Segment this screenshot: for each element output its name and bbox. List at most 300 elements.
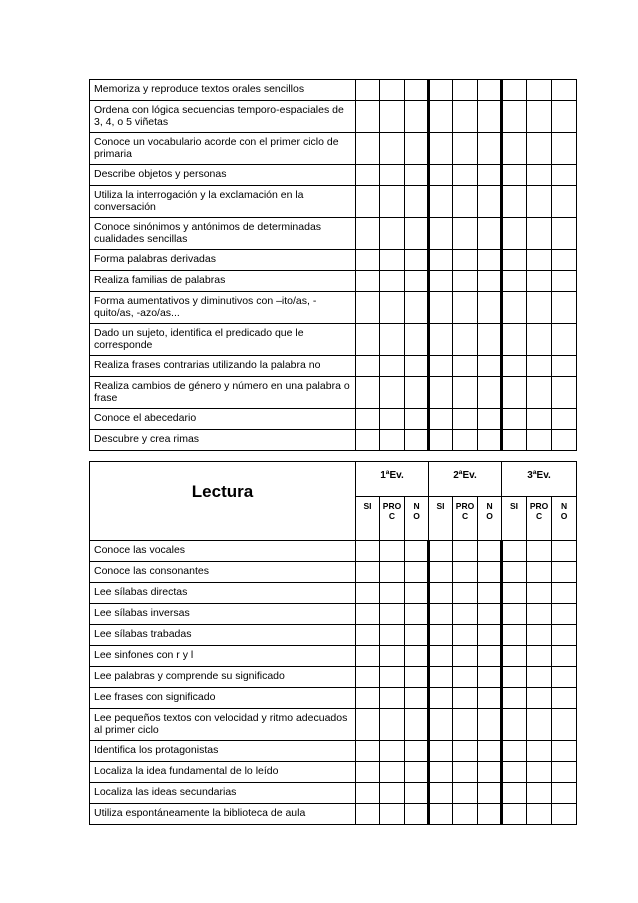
- criterion-label: Memoriza y reproduce textos orales sencillos: [90, 80, 356, 101]
- criterion-label: Lee frases con significado: [90, 688, 356, 709]
- row-8-check-cell[interactable]: [478, 709, 502, 741]
- row-1-check-cell[interactable]: [478, 101, 502, 133]
- row-12-check-cell[interactable]: [356, 409, 380, 430]
- row-5-check-cell[interactable]: [453, 218, 478, 250]
- row-13-check-cell[interactable]: [502, 430, 527, 451]
- row-1-check-cell[interactable]: [429, 101, 453, 133]
- row-1-check-cell[interactable]: [380, 562, 405, 583]
- row-6-check-cell[interactable]: [429, 250, 453, 271]
- row-0-check-cell[interactable]: [453, 541, 478, 562]
- row-1-check-cell[interactable]: [429, 562, 453, 583]
- row-13-check-cell[interactable]: [453, 430, 478, 451]
- row-9-check-cell[interactable]: [527, 324, 552, 356]
- row-7-check-cell[interactable]: [405, 688, 429, 709]
- row-2-check-cell[interactable]: [356, 133, 380, 165]
- row-2-check-cell[interactable]: [552, 583, 577, 604]
- row-4-check-cell[interactable]: [405, 625, 429, 646]
- criterion-label: Lee sílabas trabadas: [90, 625, 356, 646]
- row-1-check-cell[interactable]: [453, 562, 478, 583]
- row-11-check-cell[interactable]: [527, 783, 552, 804]
- row-13-check-cell[interactable]: [356, 430, 380, 451]
- subcolumn-header: SI: [429, 497, 453, 541]
- row-5-check-cell[interactable]: [552, 646, 577, 667]
- row-8-check-cell[interactable]: [478, 292, 502, 324]
- row-3-check-cell[interactable]: [453, 165, 478, 186]
- row-10-check-cell[interactable]: [429, 762, 453, 783]
- row-6-check-cell[interactable]: [453, 667, 478, 688]
- row-2-check-cell[interactable]: [478, 583, 502, 604]
- row-3-check-cell[interactable]: [502, 165, 527, 186]
- row-8-check-cell[interactable]: [502, 709, 527, 741]
- row-9-check-cell[interactable]: [527, 741, 552, 762]
- row-8-check-cell[interactable]: [453, 709, 478, 741]
- row-13-check-cell[interactable]: [405, 430, 429, 451]
- row-9-check-cell[interactable]: [429, 324, 453, 356]
- row-4-check-cell[interactable]: [552, 625, 577, 646]
- row-6-check-cell[interactable]: [453, 250, 478, 271]
- row-12-check-cell[interactable]: [405, 409, 429, 430]
- row-8-check-cell[interactable]: [380, 292, 405, 324]
- row-4-check-cell[interactable]: [405, 186, 429, 218]
- row-5-check-cell[interactable]: [552, 218, 577, 250]
- row-0-check-cell[interactable]: [527, 541, 552, 562]
- criterion-label: Descubre y crea rimas: [90, 430, 356, 451]
- row-6-check-cell[interactable]: [552, 667, 577, 688]
- row-6-check-cell[interactable]: [502, 250, 527, 271]
- row-11-check-cell[interactable]: [552, 783, 577, 804]
- row-10-check-cell[interactable]: [478, 356, 502, 377]
- row-8-check-cell[interactable]: [453, 292, 478, 324]
- table-row: [90, 80, 577, 101]
- row-4-check-cell[interactable]: [502, 186, 527, 218]
- row-2-check-cell[interactable]: [502, 133, 527, 165]
- row-0-check-cell[interactable]: [527, 80, 552, 101]
- row-4-check-cell[interactable]: [356, 186, 380, 218]
- row-12-check-cell[interactable]: [478, 804, 502, 825]
- row-4-check-cell[interactable]: [478, 186, 502, 218]
- row-11-check-cell[interactable]: [380, 377, 405, 409]
- row-9-check-cell[interactable]: [405, 741, 429, 762]
- row-6-check-cell[interactable]: [356, 667, 380, 688]
- row-9-check-cell[interactable]: [478, 741, 502, 762]
- row-9-check-cell[interactable]: [502, 741, 527, 762]
- row-10-check-cell[interactable]: [405, 762, 429, 783]
- table-row: [90, 377, 577, 409]
- row-0-check-cell[interactable]: [356, 541, 380, 562]
- row-4-check-cell[interactable]: [380, 186, 405, 218]
- table-row: [90, 101, 577, 133]
- row-12-check-cell[interactable]: [527, 804, 552, 825]
- row-10-check-cell[interactable]: [527, 356, 552, 377]
- row-2-check-cell[interactable]: [527, 133, 552, 165]
- row-7-check-cell[interactable]: [502, 271, 527, 292]
- row-1-check-cell[interactable]: [380, 101, 405, 133]
- row-5-check-cell[interactable]: [356, 218, 380, 250]
- row-8-check-cell[interactable]: [429, 292, 453, 324]
- row-11-check-cell[interactable]: [527, 377, 552, 409]
- row-11-check-cell[interactable]: [356, 377, 380, 409]
- subcolumn-header: SI: [502, 497, 527, 541]
- table-row: [90, 688, 577, 709]
- row-4-check-cell[interactable]: [478, 625, 502, 646]
- row-3-check-cell[interactable]: [380, 604, 405, 625]
- row-10-check-cell[interactable]: [552, 762, 577, 783]
- row-7-check-cell[interactable]: [453, 688, 478, 709]
- row-3-check-cell[interactable]: [527, 165, 552, 186]
- row-0-check-cell[interactable]: [502, 80, 527, 101]
- subcolumn-header: PRO C: [380, 497, 405, 541]
- row-1-check-cell[interactable]: [478, 562, 502, 583]
- row-2-check-cell[interactable]: [453, 583, 478, 604]
- row-11-check-cell[interactable]: [356, 783, 380, 804]
- row-7-check-cell[interactable]: [527, 688, 552, 709]
- row-9-check-cell[interactable]: [552, 324, 577, 356]
- row-3-check-cell[interactable]: [478, 165, 502, 186]
- row-11-check-cell[interactable]: [405, 783, 429, 804]
- table-row: [90, 186, 577, 218]
- row-10-check-cell[interactable]: [453, 356, 478, 377]
- row-13-check-cell[interactable]: [380, 430, 405, 451]
- row-0-check-cell[interactable]: [552, 80, 577, 101]
- row-1-check-cell[interactable]: [405, 101, 429, 133]
- criterion-label: Lee sílabas inversas: [90, 604, 356, 625]
- row-11-check-cell[interactable]: [453, 783, 478, 804]
- row-8-check-cell[interactable]: [429, 709, 453, 741]
- row-7-check-cell[interactable]: [527, 271, 552, 292]
- row-3-check-cell[interactable]: [453, 604, 478, 625]
- row-7-check-cell[interactable]: [380, 271, 405, 292]
- row-6-check-cell[interactable]: [502, 667, 527, 688]
- row-1-check-cell[interactable]: [356, 101, 380, 133]
- row-10-check-cell[interactable]: [380, 356, 405, 377]
- row-5-check-cell[interactable]: [429, 218, 453, 250]
- row-9-check-cell[interactable]: [380, 324, 405, 356]
- row-11-check-cell[interactable]: [405, 377, 429, 409]
- criterion-label: Ordena con lógica secuencias temporo-espaciales de 3, 4, o 5 viñetas: [90, 101, 356, 133]
- row-6-check-cell[interactable]: [380, 250, 405, 271]
- row-2-check-cell[interactable]: [453, 133, 478, 165]
- row-7-check-cell[interactable]: [478, 271, 502, 292]
- row-10-check-cell[interactable]: [356, 356, 380, 377]
- row-5-check-cell[interactable]: [405, 218, 429, 250]
- table-row: [90, 625, 577, 646]
- subcolumn-header: SI: [356, 497, 380, 541]
- row-12-check-cell[interactable]: [527, 409, 552, 430]
- row-11-check-cell[interactable]: [429, 377, 453, 409]
- row-6-check-cell[interactable]: [405, 667, 429, 688]
- table-row: [90, 741, 577, 762]
- criterion-label: Realiza cambios de género y número en una palabra o frase: [90, 377, 356, 409]
- row-0-check-cell[interactable]: [405, 541, 429, 562]
- row-3-check-cell[interactable]: [502, 604, 527, 625]
- row-10-check-cell[interactable]: [502, 762, 527, 783]
- row-9-check-cell[interactable]: [429, 741, 453, 762]
- row-0-check-cell[interactable]: [356, 80, 380, 101]
- row-4-check-cell[interactable]: [380, 625, 405, 646]
- row-6-check-cell[interactable]: [527, 667, 552, 688]
- row-5-check-cell[interactable]: [478, 646, 502, 667]
- row-7-check-cell[interactable]: [405, 271, 429, 292]
- lectura-header-row: [90, 462, 577, 497]
- row-9-check-cell[interactable]: [356, 741, 380, 762]
- row-9-check-cell[interactable]: [453, 324, 478, 356]
- criterion-label: Conoce las consonantes: [90, 562, 356, 583]
- row-6-check-cell[interactable]: [380, 667, 405, 688]
- row-9-check-cell[interactable]: [478, 324, 502, 356]
- row-11-check-cell[interactable]: [502, 783, 527, 804]
- row-7-check-cell[interactable]: [429, 271, 453, 292]
- row-10-check-cell[interactable]: [552, 356, 577, 377]
- row-3-check-cell[interactable]: [527, 604, 552, 625]
- criterion-label: Conoce el abecedario: [90, 409, 356, 430]
- row-4-check-cell[interactable]: [502, 625, 527, 646]
- row-10-check-cell[interactable]: [502, 356, 527, 377]
- row-9-check-cell[interactable]: [552, 741, 577, 762]
- row-11-check-cell[interactable]: [502, 377, 527, 409]
- row-12-check-cell[interactable]: [380, 409, 405, 430]
- row-5-check-cell[interactable]: [502, 646, 527, 667]
- row-8-check-cell[interactable]: [356, 292, 380, 324]
- row-2-check-cell[interactable]: [502, 583, 527, 604]
- row-13-check-cell[interactable]: [478, 430, 502, 451]
- row-3-check-cell[interactable]: [356, 604, 380, 625]
- row-11-check-cell[interactable]: [552, 377, 577, 409]
- row-1-check-cell[interactable]: [552, 562, 577, 583]
- criterion-label: Localiza la idea fundamental de lo leído: [90, 762, 356, 783]
- row-3-check-cell[interactable]: [380, 165, 405, 186]
- row-7-check-cell[interactable]: [552, 271, 577, 292]
- row-9-check-cell[interactable]: [380, 741, 405, 762]
- row-8-check-cell[interactable]: [552, 292, 577, 324]
- criterion-label: Realiza frases contrarias utilizando la palabra no: [90, 356, 356, 377]
- row-4-check-cell[interactable]: [527, 625, 552, 646]
- criterion-label: Lee pequeños textos con velocidad y ritmo adecuados al primer ciclo: [90, 709, 356, 741]
- table-row: [90, 667, 577, 688]
- row-12-check-cell[interactable]: [453, 804, 478, 825]
- row-4-check-cell[interactable]: [527, 186, 552, 218]
- criterion-label: Lee sílabas directas: [90, 583, 356, 604]
- row-0-check-cell[interactable]: [380, 541, 405, 562]
- criterion-label: Forma aumentativos y diminutivos con –ito/as, -quito/as, -azo/as...: [90, 292, 356, 324]
- criterion-label: Forma palabras derivadas: [90, 250, 356, 271]
- row-11-check-cell[interactable]: [453, 377, 478, 409]
- row-2-check-cell[interactable]: [527, 583, 552, 604]
- row-5-check-cell[interactable]: [527, 218, 552, 250]
- row-8-check-cell[interactable]: [356, 709, 380, 741]
- table-row: [90, 218, 577, 250]
- row-1-check-cell[interactable]: [527, 101, 552, 133]
- row-0-check-cell[interactable]: [453, 80, 478, 101]
- row-8-check-cell[interactable]: [380, 709, 405, 741]
- criterion-label: Utiliza espontáneamente la biblioteca de aula: [90, 804, 356, 825]
- row-0-check-cell[interactable]: [552, 541, 577, 562]
- table-row: [90, 292, 577, 324]
- table-row: [90, 562, 577, 583]
- row-3-check-cell[interactable]: [405, 604, 429, 625]
- row-8-check-cell[interactable]: [527, 709, 552, 741]
- criterion-label: Describe objetos y personas: [90, 165, 356, 186]
- row-12-check-cell[interactable]: [429, 804, 453, 825]
- row-6-check-cell[interactable]: [478, 250, 502, 271]
- row-1-check-cell[interactable]: [527, 562, 552, 583]
- row-4-check-cell[interactable]: [429, 186, 453, 218]
- row-0-check-cell[interactable]: [380, 80, 405, 101]
- table-row: [90, 409, 577, 430]
- row-12-check-cell[interactable]: [356, 804, 380, 825]
- row-2-check-cell[interactable]: [429, 583, 453, 604]
- row-12-check-cell[interactable]: [552, 804, 577, 825]
- row-12-check-cell[interactable]: [552, 409, 577, 430]
- row-9-check-cell[interactable]: [356, 324, 380, 356]
- criterion-label: Lee palabras y comprende su significado: [90, 667, 356, 688]
- subcolumn-header: N O: [552, 497, 577, 541]
- row-6-check-cell[interactable]: [356, 250, 380, 271]
- lectura-table: [89, 461, 577, 825]
- row-1-check-cell[interactable]: [552, 101, 577, 133]
- table-row: [90, 804, 577, 825]
- row-4-check-cell[interactable]: [453, 625, 478, 646]
- eval-2-header: 2ªEv.: [429, 462, 502, 497]
- row-9-check-cell[interactable]: [453, 741, 478, 762]
- row-3-check-cell[interactable]: [429, 165, 453, 186]
- row-12-check-cell[interactable]: [453, 409, 478, 430]
- row-5-check-cell[interactable]: [429, 646, 453, 667]
- table-row: [90, 271, 577, 292]
- row-12-check-cell[interactable]: [478, 409, 502, 430]
- table-row: [90, 762, 577, 783]
- row-7-check-cell[interactable]: [380, 688, 405, 709]
- row-10-check-cell[interactable]: [429, 356, 453, 377]
- row-5-check-cell[interactable]: [527, 646, 552, 667]
- row-7-check-cell[interactable]: [356, 688, 380, 709]
- row-12-check-cell[interactable]: [502, 804, 527, 825]
- table-row: [90, 133, 577, 165]
- criterion-label: Identifica los protagonistas: [90, 741, 356, 762]
- row-3-check-cell[interactable]: [552, 604, 577, 625]
- row-9-check-cell[interactable]: [405, 324, 429, 356]
- row-6-check-cell[interactable]: [429, 667, 453, 688]
- row-10-check-cell[interactable]: [527, 762, 552, 783]
- row-5-check-cell[interactable]: [478, 218, 502, 250]
- table-row: [90, 604, 577, 625]
- row-0-check-cell[interactable]: [405, 80, 429, 101]
- table-row: [90, 583, 577, 604]
- row-7-check-cell[interactable]: [502, 688, 527, 709]
- row-8-check-cell[interactable]: [502, 292, 527, 324]
- subcolumn-header: N O: [478, 497, 502, 541]
- row-11-check-cell[interactable]: [429, 783, 453, 804]
- row-0-check-cell[interactable]: [429, 541, 453, 562]
- criterion-label: Dado un sujeto, identifica el predicado que le corresponde: [90, 324, 356, 356]
- row-1-check-cell[interactable]: [405, 562, 429, 583]
- row-10-check-cell[interactable]: [478, 762, 502, 783]
- row-5-check-cell[interactable]: [502, 218, 527, 250]
- table-row: [90, 646, 577, 667]
- row-3-check-cell[interactable]: [478, 604, 502, 625]
- table-row: [90, 709, 577, 741]
- row-13-check-cell[interactable]: [429, 430, 453, 451]
- row-10-check-cell[interactable]: [380, 762, 405, 783]
- row-12-check-cell[interactable]: [380, 804, 405, 825]
- row-3-check-cell[interactable]: [356, 165, 380, 186]
- row-10-check-cell[interactable]: [453, 762, 478, 783]
- row-8-check-cell[interactable]: [527, 292, 552, 324]
- row-7-check-cell[interactable]: [356, 271, 380, 292]
- row-5-check-cell[interactable]: [405, 646, 429, 667]
- row-13-check-cell[interactable]: [527, 430, 552, 451]
- criterion-label: Localiza las ideas secundarias: [90, 783, 356, 804]
- row-10-check-cell[interactable]: [356, 762, 380, 783]
- row-11-check-cell[interactable]: [380, 783, 405, 804]
- row-13-check-cell[interactable]: [552, 430, 577, 451]
- row-1-check-cell[interactable]: [356, 562, 380, 583]
- row-0-check-cell[interactable]: [478, 541, 502, 562]
- row-2-check-cell[interactable]: [552, 133, 577, 165]
- row-6-check-cell[interactable]: [552, 250, 577, 271]
- row-11-check-cell[interactable]: [478, 783, 502, 804]
- row-0-check-cell[interactable]: [429, 80, 453, 101]
- row-12-check-cell[interactable]: [502, 409, 527, 430]
- row-1-check-cell[interactable]: [453, 101, 478, 133]
- row-3-check-cell[interactable]: [429, 604, 453, 625]
- row-8-check-cell[interactable]: [405, 292, 429, 324]
- row-7-check-cell[interactable]: [478, 688, 502, 709]
- row-2-check-cell[interactable]: [380, 133, 405, 165]
- criterion-label: Realiza familias de palabras: [90, 271, 356, 292]
- row-12-check-cell[interactable]: [429, 409, 453, 430]
- row-5-check-cell[interactable]: [356, 646, 380, 667]
- row-8-check-cell[interactable]: [552, 709, 577, 741]
- row-9-check-cell[interactable]: [502, 324, 527, 356]
- table-row: [90, 165, 577, 186]
- row-7-check-cell[interactable]: [429, 688, 453, 709]
- row-2-check-cell[interactable]: [405, 133, 429, 165]
- row-6-check-cell[interactable]: [527, 250, 552, 271]
- row-4-check-cell[interactable]: [429, 625, 453, 646]
- row-6-check-cell[interactable]: [405, 250, 429, 271]
- row-4-check-cell[interactable]: [356, 625, 380, 646]
- row-7-check-cell[interactable]: [552, 688, 577, 709]
- row-0-check-cell[interactable]: [478, 80, 502, 101]
- table-row: [90, 250, 577, 271]
- row-4-check-cell[interactable]: [453, 186, 478, 218]
- row-0-check-cell[interactable]: [502, 541, 527, 562]
- row-2-check-cell[interactable]: [429, 133, 453, 165]
- subcolumn-header: PRO C: [527, 497, 552, 541]
- row-5-check-cell[interactable]: [453, 646, 478, 667]
- row-7-check-cell[interactable]: [453, 271, 478, 292]
- row-1-check-cell[interactable]: [502, 101, 527, 133]
- row-10-check-cell[interactable]: [405, 356, 429, 377]
- table-row: [90, 324, 577, 356]
- row-1-check-cell[interactable]: [502, 562, 527, 583]
- subcolumn-header: N O: [405, 497, 429, 541]
- row-5-check-cell[interactable]: [380, 218, 405, 250]
- row-6-check-cell[interactable]: [478, 667, 502, 688]
- row-3-check-cell[interactable]: [552, 165, 577, 186]
- row-11-check-cell[interactable]: [478, 377, 502, 409]
- row-2-check-cell[interactable]: [356, 583, 380, 604]
- row-2-check-cell[interactable]: [478, 133, 502, 165]
- row-8-check-cell[interactable]: [405, 709, 429, 741]
- table-row: [90, 356, 577, 377]
- row-12-check-cell[interactable]: [405, 804, 429, 825]
- row-2-check-cell[interactable]: [405, 583, 429, 604]
- row-5-check-cell[interactable]: [380, 646, 405, 667]
- row-4-check-cell[interactable]: [552, 186, 577, 218]
- row-2-check-cell[interactable]: [380, 583, 405, 604]
- row-3-check-cell[interactable]: [405, 165, 429, 186]
